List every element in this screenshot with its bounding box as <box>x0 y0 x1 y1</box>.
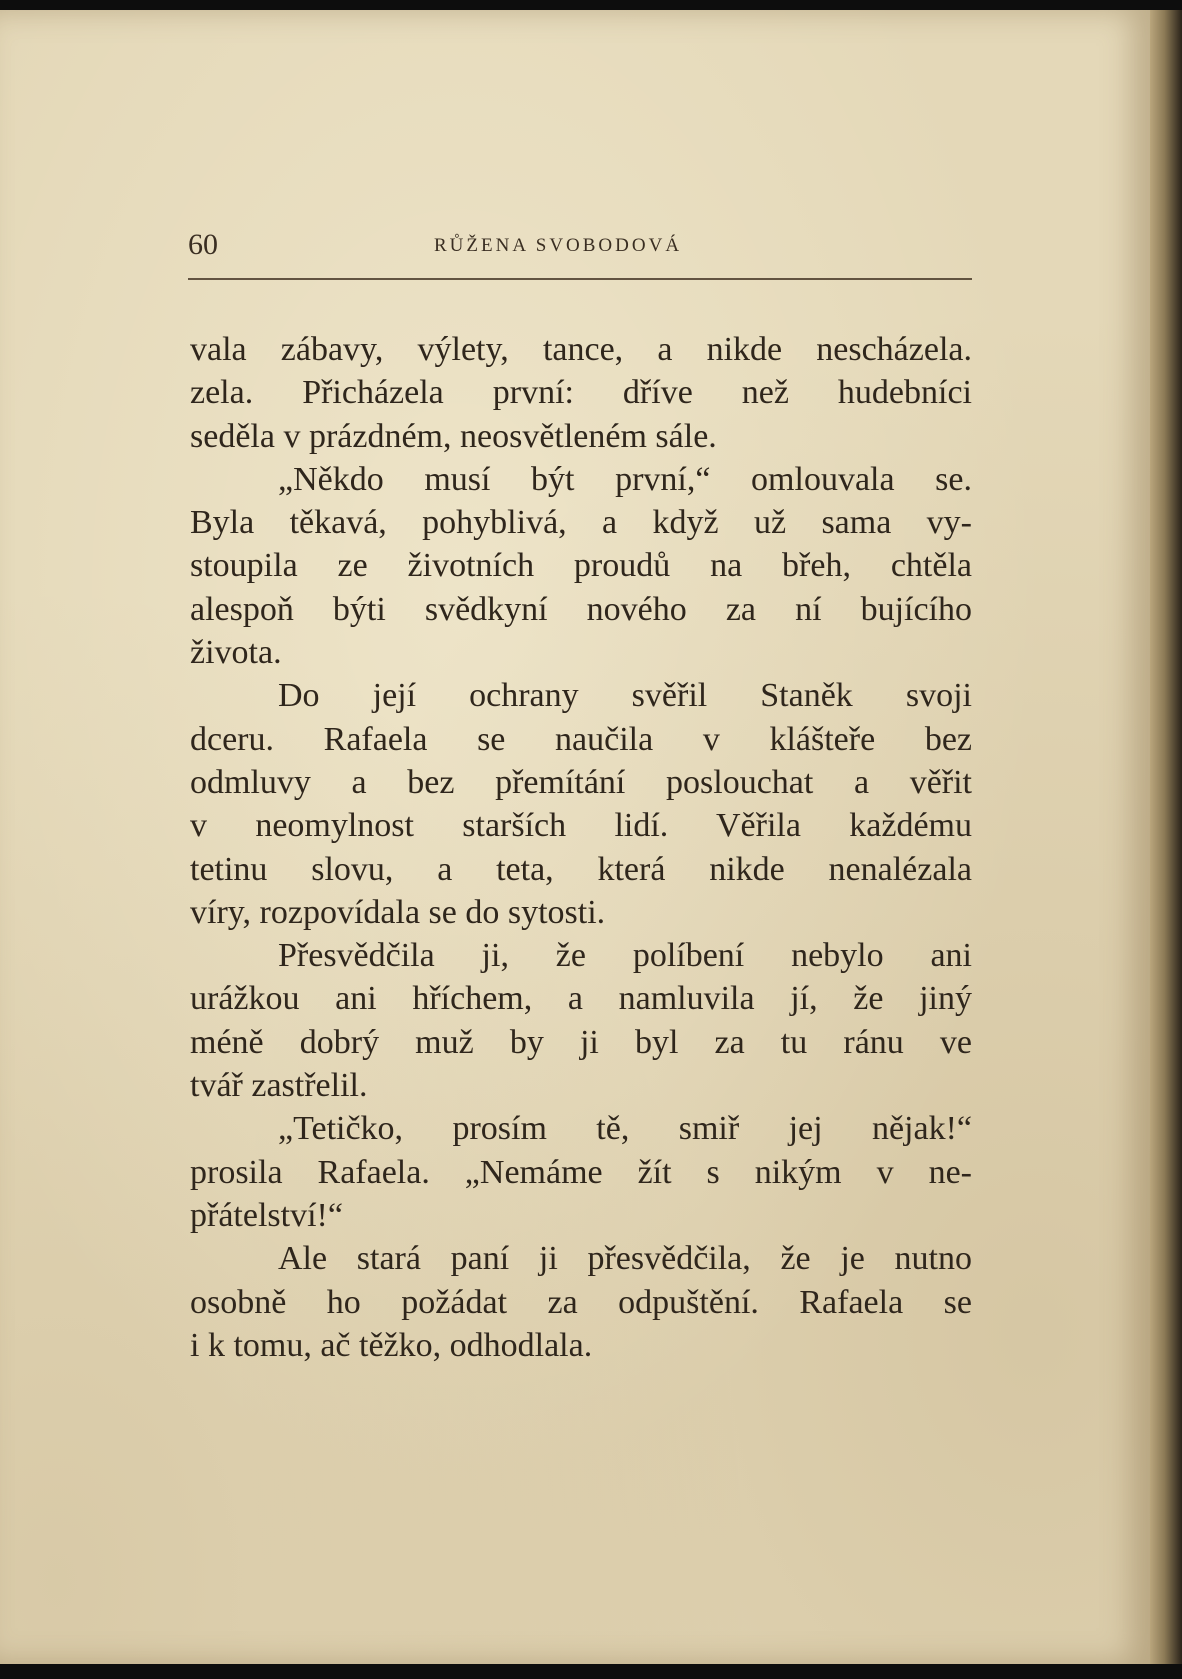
paragraph <box>190 458 972 674</box>
text-line: v neomylnost starších lidí. Věřila každému <box>190 807 972 845</box>
text-line: Přesvědčila ji, že políbení nebylo ani <box>278 937 972 975</box>
text-line: odmluvy a bez přemítání poslouchat a věřit <box>190 763 972 801</box>
text-line: „Tetičko, prosím tě, smiř jej nějak!“ <box>278 1110 972 1148</box>
paragraph <box>190 328 972 458</box>
text-line: i k tomu, ač těžko, odhodlala. <box>190 1326 593 1364</box>
text-line: Do její ochrany svěřil Staněk svoji <box>278 677 972 715</box>
running-head-author: RŮŽENA SVOBODOVÁ <box>434 235 683 256</box>
text-line: tetinu slovu, a teta, která nikde nenalézala <box>190 850 972 888</box>
text-line: alespoň býti svědkyní nového za ní bujícího <box>190 590 972 628</box>
text-line: stoupila ze životních proudů na břeh, chtěla <box>190 547 972 585</box>
text-line: seděla v prázdném, neosvětleném sále. <box>190 417 717 455</box>
page-edge <box>1150 10 1182 1664</box>
text-line: osobně ho požádat za odpuštění. Rafaela se <box>190 1283 972 1321</box>
paragraph <box>190 934 972 1107</box>
text-line: vala zábavy, výlety, tance, a nikde nescházela. <box>190 331 972 368</box>
paragraph <box>190 1107 972 1237</box>
text-line: dceru. Rafaela se naučila v klášteře bez <box>190 720 972 758</box>
text-line: Ale stará paní ji přesvědčila, že je nutno <box>278 1240 972 1278</box>
text-line: tvář zastřelil. <box>190 1067 368 1105</box>
paragraph <box>190 1237 972 1367</box>
text-line: zela. Přicházela první: dříve než hudebníci <box>190 374 972 412</box>
text-line: prosila Rafaela. „Nemáme žít s nikým v ne- <box>190 1153 972 1191</box>
text-line: víry, rozpovídala se do sytosti. <box>190 893 606 931</box>
text-line: Byla těkavá, pohyblivá, a když už sama vy- <box>190 504 972 542</box>
paragraph <box>190 674 972 934</box>
header-rule <box>188 278 972 280</box>
text-line: méně dobrý muž by ji byl za tu ránu ve <box>190 1023 972 1061</box>
text-line: přátelství!“ <box>190 1196 343 1234</box>
text-line: „Někdo musí být první,“ omlouvala se. <box>278 460 972 498</box>
text-line: života. <box>190 634 282 672</box>
text-line: urážkou ani hříchem, a namluvila jí, že jiný <box>190 980 972 1018</box>
running-head <box>188 228 972 262</box>
body-text <box>190 328 972 1367</box>
page-number: 60 <box>188 228 218 261</box>
